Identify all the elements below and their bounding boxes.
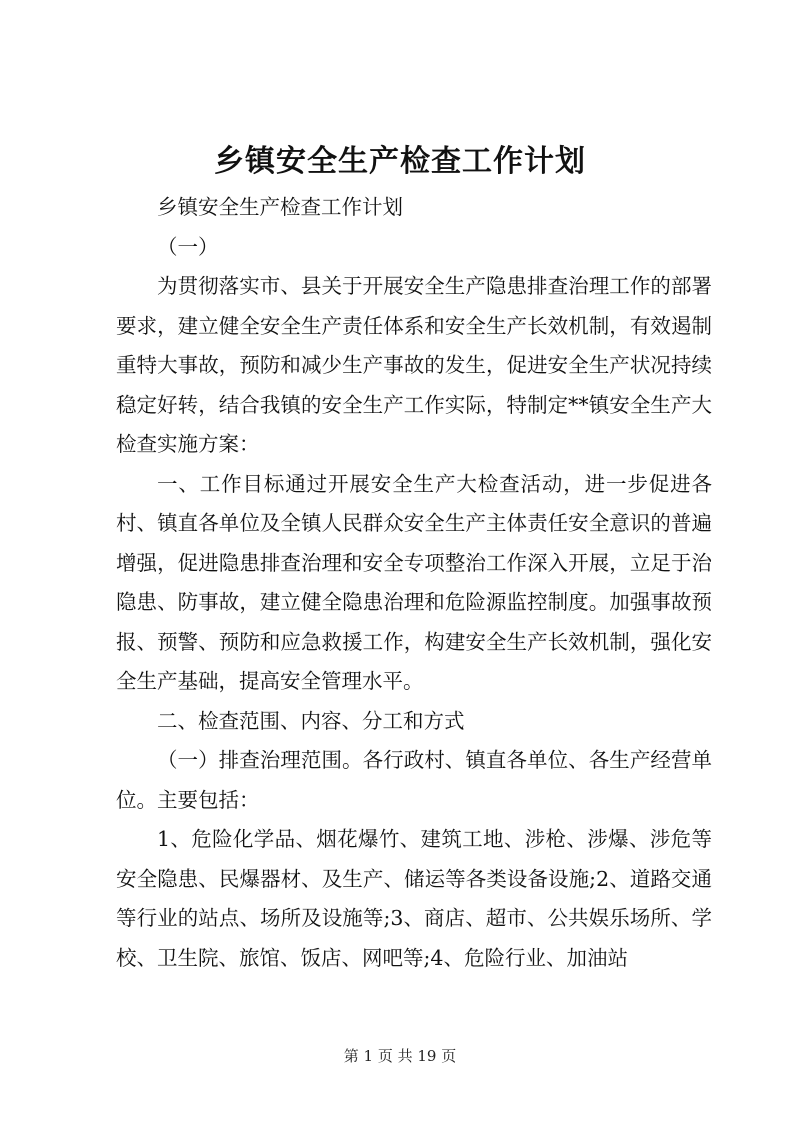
- section-heading-paragraph: 二、检查范围、内容、分工和方式: [157, 708, 465, 733]
- subtitle-paragraph: 乡镇安全生产检查工作计划: [157, 195, 403, 219]
- page-number-footer: 第 1 页 共 19 页: [343, 1047, 457, 1065]
- scope-paragraph: （一）排查治理范围。各行政村、镇直各单位、各生产经营单位。主要包括：: [116, 748, 712, 812]
- section-marker-paragraph: （一）: [157, 234, 219, 259]
- intro-paragraph: 为贯彻落实市、县关于开展安全生产隐患排查治理工作的部署要求，建立健全安全生产责任体系和安全生产长效机制，有效遏制重特大事故，预防和减少生产事故的发生，促进安全生产状况持续稳定好转，结合我镇的安全生产工作实际，特制定**镇安全生产大检查实施方案：: [116, 274, 712, 456]
- scope-items-paragraph: 1、危险化学品、烟花爆竹、建筑工地、涉枪、涉爆、涉危等安全隐患、民爆器材、及生产、储运等各类设备设施;2、道路交通等行业的站点、场所及设施等;3、商店、超市、公共娱乐场所、学校、卫生院、旅馆、饭店、网吧等;4、危险行业、加油站: [116, 827, 712, 970]
- work-goal-paragraph: 一、工作目标通过开展安全生产大检查活动，进一步促进各村、镇直各单位及全镇人民群众安全生产主体责任安全意识的普遍增强，促进隐患排查治理和安全专项整治工作深入开展，立足于治隐患、防事故，建立健全隐患治理和危险源监控制度。加强事故预报、预警、预防和应急救援工作，构建安全生产长效机制，强化安全生产基础，提高安全管理水平。: [116, 471, 712, 693]
- document-body: [116, 188, 712, 978]
- document-title: 乡镇安全生产检查工作计划: [214, 144, 586, 179]
